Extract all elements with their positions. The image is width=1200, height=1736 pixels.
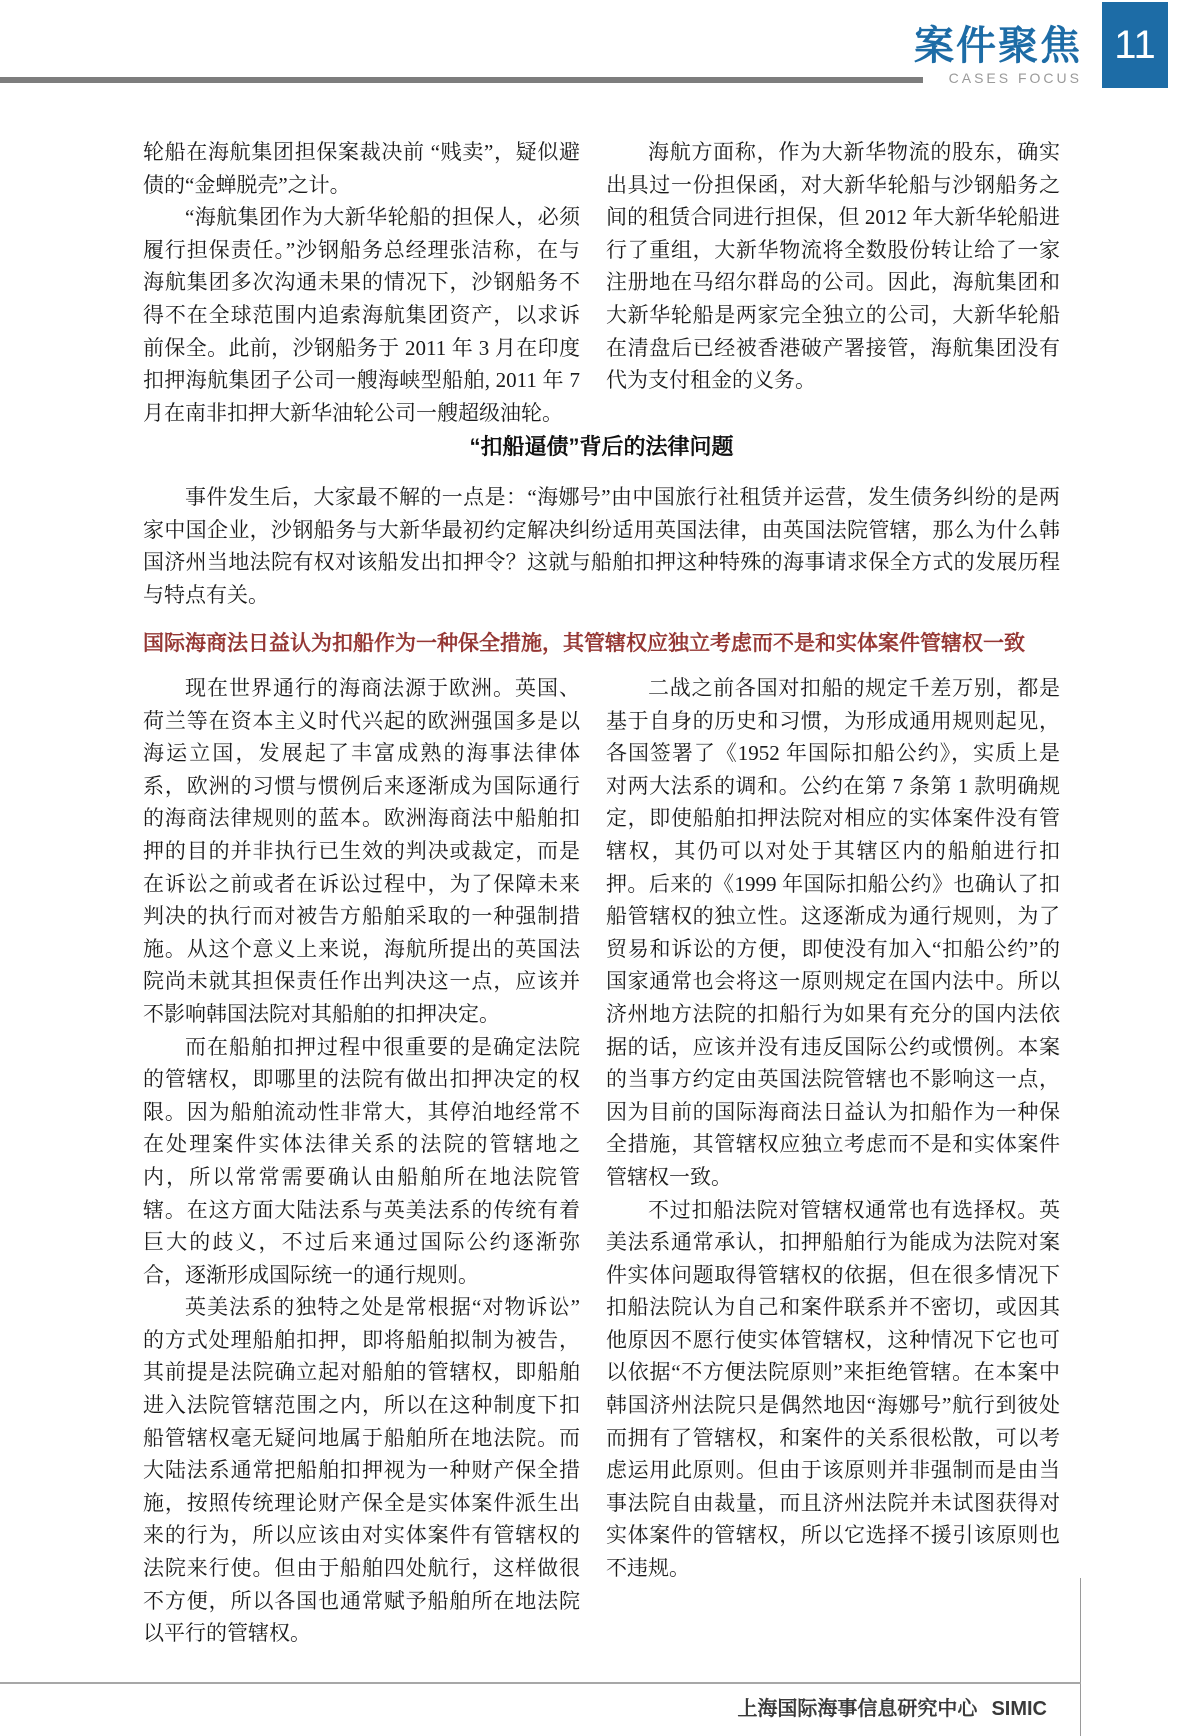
paragraph: 事件发生后，大家最不解的一点是：“海娜号”由中国旅行社租赁并运营，发生债务纠纷的是两家中国企业，沙钢船务与大新华最初约定解决纠纷适用英国法律，由英国法院管辖，那么为什么韩国济州当地法院有权对该船发出扣押令？这就与船舶扣押这种特殊的海事请求保全方式的发展历程与特点有关。	[143, 485, 1060, 607]
footer-horizontal-rule	[0, 1682, 1081, 1684]
page-number: 11	[1114, 22, 1156, 67]
paragraph: 现在世界通行的海商法源于欧洲。英国、荷兰等在资本主义时代兴起的欧洲强国多是以海运立国，发展起了丰富成熟的海事法律体系，欧洲的习惯与惯例后来逐渐成为国际通行的海商法律规则的蓝本。欧洲海商法中船舶扣押的目的并非执行已生效的判决或裁定，而是在诉讼之前或者在诉讼过程中，为了保障未来判决的执行而对被告方船舶采取的一种强制措施。从这个意义上来说，海航所提出的英国法院尚未就其担保责任作出判决这一点，应该并不影响韩国法院对其船舶的扣押决定。	[143, 676, 580, 1026]
paragraph: 英美法系的独特之处是常根据“对物诉讼”的方式处理船舶扣押，即将船舶拟制为被告，其前提是法院确立起对船舶的管辖权，即船舶进入法院管辖范围之内，所以在这种制度下扣船管辖权毫无疑问地属于船舶所在地法院。而大陆法系通常把船舶扣押视为一种财产保全措施，按照传统理论财产保全是实体案件派生出来的行为，所以应该由对实体案件有管辖权的法院来行使。但由于船舶四处航行，这样做很不方便，所以各国也通常赋予船舶所在地法院以平行的管辖权。	[143, 1295, 580, 1646]
page-title: 案件聚焦	[914, 24, 1082, 68]
red-emphasis-heading: 国际海商法日益认为扣船作为一种保全措施，其管辖权应独立考虑而不是和实体案件管辖权一致	[143, 632, 1025, 655]
paragraph: 二战之前各国对扣船的规定千差万别，都是基于自身的历史和习惯，为形成通用规则起见，各国签署了《1952 年国际扣船公约》，实质上是对两大法系的调和。公约在第 7 条第 1 款明确规定，即使船舶扣押法院对相应的实体案件没有管辖权，其仍可以对处于其辖区内的船舶进行扣押。后来的《1999 年国际扣船公约》也确认了扣船管辖权的独立性。这逐渐成为通行规则，为了贸易和诉讼的方便，即使没有加入“扣船公约”的国家通常也会将这一原则规定在国内法中。所以济州地方法院的扣船行为如果有充分的国内法依据的话，应该并没有违反国际公约或惯例。本案的当事方约定由英国法院管辖也不影响这一点，因为目前的国际海商法日益认为扣船作为一种保全措施，其管辖权应独立考虑而不是和实体案件管辖权一致。	[606, 676, 1060, 1189]
intro-right-column	[606, 136, 1060, 429]
header-rule-bar	[0, 77, 923, 83]
footer-vertical-rule	[1080, 1578, 1081, 1736]
page-subtitle: CASES FOCUS	[948, 70, 1082, 86]
body-columns	[143, 672, 1060, 1650]
section-heading: “扣船逼债”背后的法律问题	[469, 434, 734, 459]
body-left-column	[143, 672, 580, 1650]
intro-left-column	[143, 136, 580, 429]
lead-paragraph-block	[143, 481, 1060, 611]
paragraph: 轮船在海航集团担保案裁决前 “贱卖”，疑似避债的“金蝉脱壳”之计。	[143, 140, 580, 197]
footer-organization: 上海国际海事信息研究中心	[737, 1698, 978, 1720]
footer-abbreviation: SIMIC	[991, 1698, 1047, 1720]
body-right-column	[606, 672, 1060, 1650]
paragraph: “海航集团作为大新华轮船的担保人，必须履行担保责任。”沙钢船务总经理张洁称，在与海航集团多次沟通未果的情况下，沙钢船务不得不在全球范围内追索海航集团资产，以求诉前保全。此前，沙钢船务于 2011 年 3 月在印度扣押海航集团子公司一艘海峡型船舶, 2011 年 7 月在南非扣押大新华油轮公司一艘超级油轮。	[143, 205, 580, 425]
paragraph: 而在船舶扣押过程中很重要的是确定法院的管辖权，即哪里的法院有做出扣押决定的权限。因为船舶流动性非常大，其停泊地经常不在处理案件实体法律关系的法院的管辖地之内，所以常常需要确认由船舶所在地法院管辖。在这方面大陆法系与英美法系的传统有着巨大的歧义，不过后来通过国际公约逐渐弥合，逐渐形成国际统一的通行规则。	[143, 1034, 580, 1287]
intro-columns	[143, 136, 1060, 429]
page-number-badge	[1102, 2, 1168, 88]
paragraph: 海航方面称，作为大新华物流的股东，确实出具过一份担保函，对大新华轮船与沙钢船务之间的租赁合同进行担保，但 2012 年大新华轮船进行了重组，大新华物流将全数股份转让给了一家注册地在马绍尔群岛的公司。因此，海航集团和大新华轮船是两家完全独立的公司，大新华轮船在清盘后已经被香港破产署接管，海航集团没有代为支付租金的义务。	[606, 140, 1060, 393]
paragraph: 不过扣船法院对管辖权通常也有选择权。英美法系通常承认，扣押船舶行为能成为法院对案件实体问题取得管辖权的依据，但在很多情况下扣船法院认为自己和案件联系并不密切，或因其他原因不愿行使实体管辖权，这种情况下它也可以依据“不方便法院原则”来拒绝管辖。在本案中韩国济州法院只是偶然地因“海娜号”航行到彼处而拥有了管辖权，和案件的关系很松散，可以考虑运用此原则。但由于该原则并非强制而是由当事法院自由裁量，而且济州法院并未试图获得对实体案件的管辖权，所以它选择不援引该原则也不违规。	[606, 1197, 1060, 1581]
footer-credit	[737, 1692, 1047, 1721]
